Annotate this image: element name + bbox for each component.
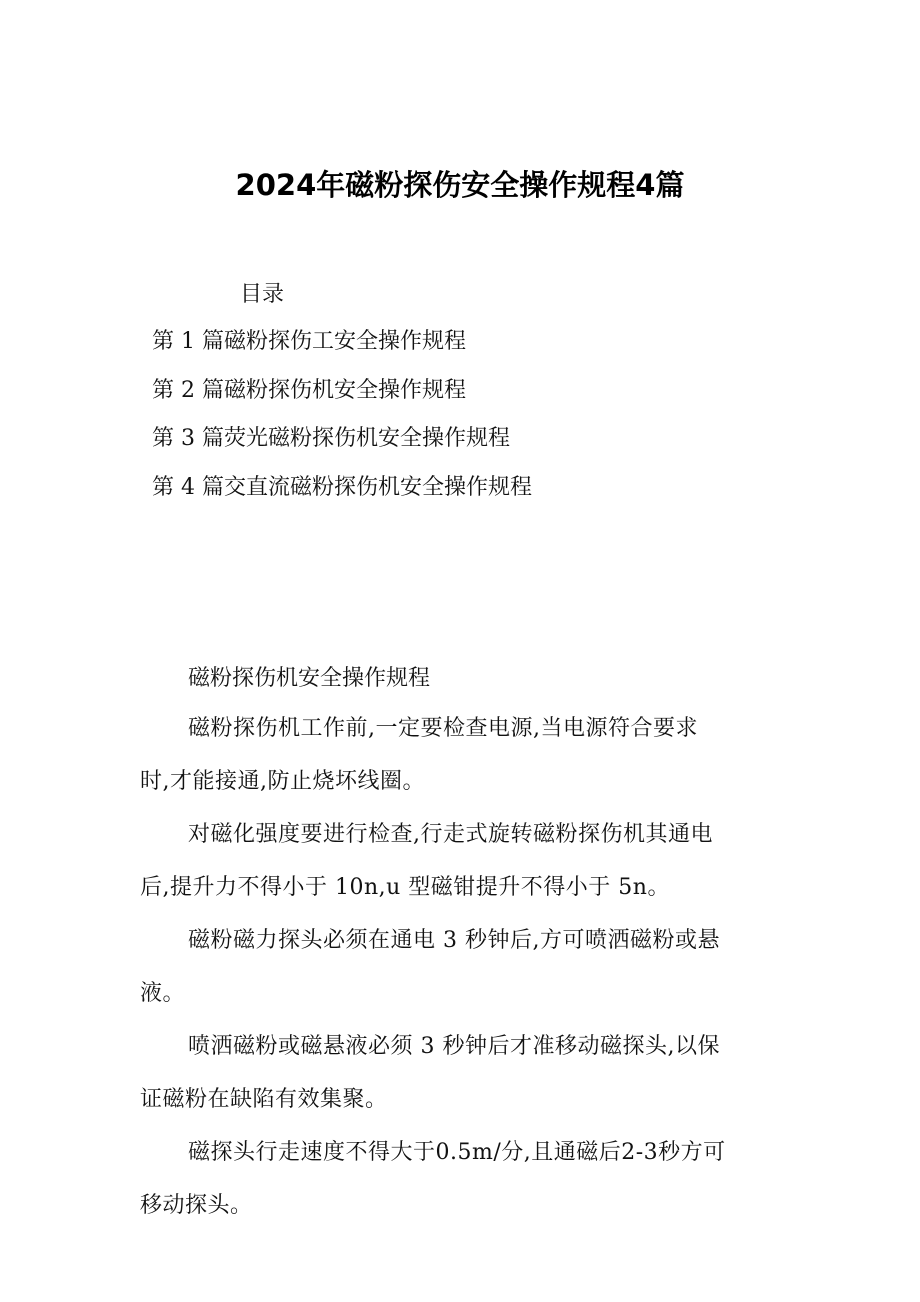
section-heading: 磁粉探伤机安全操作规程: [188, 666, 431, 691]
toc-item-2[interactable]: 第 2 篇磁粉探伤机安全操作规程: [152, 377, 466, 403]
paragraph-line: 磁粉探伤机工作前,一定要检查电源,当电源符合要求: [188, 716, 698, 741]
paragraph-2: [140, 808, 785, 914]
paragraph-line: 移动探头。: [140, 1193, 253, 1218]
paragraph-line: 磁探头行走速度不得大于0.5m/分,且通磁后2-3秒方可: [188, 1140, 726, 1165]
document-title: 2024年磁粉探伤安全操作规程4篇: [235, 168, 685, 203]
paragraph-4: [140, 1020, 785, 1126]
paragraph-line: 对磁化强度要进行检查,行走式旋转磁粉探伤机其通电: [188, 822, 713, 847]
toc-item-1[interactable]: 第 1 篇磁粉探伤工安全操作规程: [152, 329, 466, 354]
toc-heading: 目录: [240, 282, 285, 307]
toc-item-3[interactable]: 第 3 篇荧光磁粉探伤机安全操作规程: [152, 426, 510, 451]
section-body: [140, 660, 785, 1232]
paragraph-line: 证磁粉在缺陷有效集聚。: [140, 1087, 388, 1112]
toc-item-4[interactable]: 第 4 篇交直流磁粉探伤机安全操作规程: [152, 474, 532, 500]
paragraph-line: 液。: [140, 981, 186, 1006]
paragraph-1: [140, 702, 785, 808]
paragraph-line: 磁粉磁力探头必须在通电 3 秒钟后,方可喷洒磁粉或悬: [188, 928, 720, 953]
paragraph-line: 喷洒磁粉或磁悬液必须 3 秒钟后才准移动磁探头,以保: [188, 1034, 720, 1059]
paragraph-line: 时,才能接通,防止烧坏线圈。: [140, 769, 425, 794]
paragraph-3: [140, 914, 785, 1020]
paragraph-5: [140, 1126, 785, 1232]
table-of-contents: [152, 326, 532, 520]
paragraph-line: 后,提升力不得小于 10n,u 型磁钳提升不得小于 5n。: [140, 875, 670, 900]
